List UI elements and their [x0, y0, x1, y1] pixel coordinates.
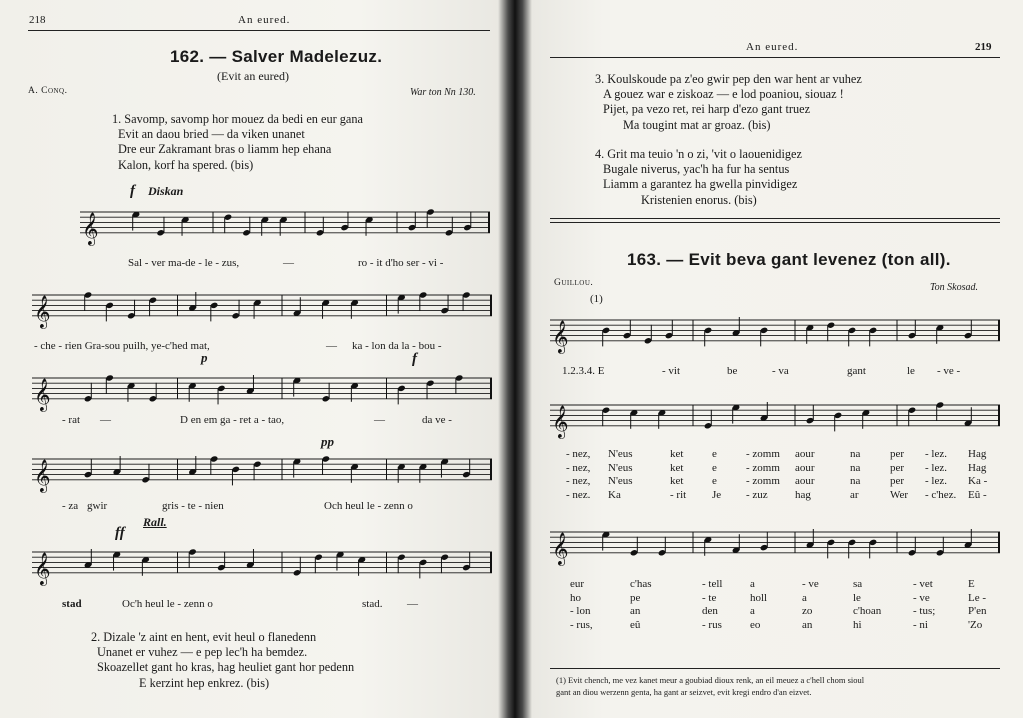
treble-clef-icon: 𝄞 [34, 458, 51, 492]
lyric-syllables: da ve - [422, 414, 452, 426]
lyric-syllable: - vet [913, 578, 933, 590]
song-subtitle-162: (Evit an eured) [217, 69, 289, 83]
lyric-syllable: na [850, 461, 861, 474]
music-staff [32, 283, 492, 328]
music-staff [550, 308, 1000, 353]
lyric-syllable: c'has [630, 578, 652, 590]
lyric-syllable: N'eus [608, 461, 633, 474]
lyric-syllable: N'eus [608, 448, 633, 460]
verse-line: Liamm a garantez ha gwella pinvidigez [603, 177, 798, 192]
lyric-syllable: - lez. [925, 448, 947, 460]
verse-line: A gouez war e ziskoaz — e lod poaniou, siouaz ! [603, 87, 844, 102]
dynamic-mark: p [201, 350, 208, 365]
lyric-syllables: D en em ga - ret a - tao, [180, 414, 285, 426]
verse-line: Kalon, korf ha spered. (bis) [118, 157, 254, 172]
lyric-syllable: - tell [702, 578, 723, 590]
lyric-syllable: per [890, 475, 905, 487]
tempo-marking: Diskan [148, 184, 184, 198]
rallentando-marking: Rall. [143, 515, 167, 529]
verse-line: Evit an daou bried — da viken unanet [118, 127, 305, 142]
composer-163: Guillou. [554, 278, 594, 288]
lyric-syllable: ket [670, 448, 684, 460]
lyric-syllable: ho [570, 591, 581, 604]
lyric-syllable: Le - [968, 591, 987, 604]
lyric-syllable: a [750, 605, 755, 617]
verse-3 [595, 72, 862, 133]
lyric-syllable: an [630, 605, 641, 617]
lyric-syllable: ket [670, 475, 684, 487]
lyric-syllables: - za [62, 500, 79, 512]
lyric-syllable: N'eus [608, 475, 633, 487]
lyric-syllable: Hag [968, 448, 987, 460]
lyric-syllables: - va [772, 365, 789, 377]
lyric-syllable: pe [630, 591, 641, 604]
music-staff [80, 200, 490, 245]
verse-line: Pijet, pa vezo ret, rei harp d'ezo gant truez [603, 102, 811, 117]
footnote-rule [550, 668, 1000, 669]
lyric-syllables: Och heul le - zenn o [324, 500, 413, 512]
header-rule-right [550, 57, 1000, 58]
right-page [512, 0, 1023, 718]
composer-162: A. Conq. [28, 86, 68, 96]
lyric-syllables: — [326, 340, 337, 352]
lyric-syllable: - nez, [566, 448, 591, 460]
lyric-syllable: - rus [702, 618, 722, 631]
lyric-syllables: - che - rien Gra-sou puilh, ye-c'hed mat, [34, 340, 210, 352]
verse-line: 3. Koulskoude pa z'eo gwir pep den war hent ar vuhez [595, 72, 862, 86]
lyric-syllable: eo [750, 618, 761, 631]
lyric-syllable: - te [702, 591, 717, 604]
lyric-syllable: na [850, 475, 861, 487]
lyric-syllable: E [968, 578, 975, 590]
lyric-syllable: - nez, [566, 461, 591, 474]
treble-clef-icon: 𝄞 [34, 294, 51, 328]
dynamic-mark: f [412, 351, 417, 367]
lyric-syllable: per [890, 448, 905, 460]
lyric-syllables: ka - lon da la - bou - [352, 340, 442, 352]
music-staff [550, 520, 1000, 565]
lyrics-block [550, 448, 1000, 504]
lyric-syllable: an [802, 618, 813, 631]
footnote-line: (1) Evit chench, me vez kanet meur a goubiad dioux renk, an eil meuez a c'hell chom sioul [556, 675, 865, 685]
verse-line: Skoazellet gant ho kras, hag heuliet gant hor pedenn [97, 660, 355, 675]
running-head-left: An eured. [238, 14, 291, 26]
lyric-syllable: c'hoan [853, 605, 882, 617]
dynamic-mark: f [130, 183, 135, 199]
music-staff [32, 447, 492, 492]
lyric-syllable: - zomm [746, 461, 780, 474]
song-title-163: 163. — Evit beva gant levenez (ton all). [627, 250, 951, 269]
lyric-syllables: be [727, 365, 738, 377]
lyric-syllable: - ve [802, 578, 819, 590]
treble-clef-icon: 𝄞 [552, 319, 569, 353]
lyric-syllables: stad. [362, 598, 383, 610]
tune-ref-162: War ton Nn 130. [410, 87, 476, 98]
lyric-syllable: - zomm [746, 448, 780, 460]
lyric-syllable: le [853, 591, 861, 604]
page-number-left: 218 [29, 14, 46, 26]
lyric-syllable: - nez, [566, 475, 591, 487]
verse-1 [112, 112, 363, 173]
lyric-syllable: Eû - [968, 488, 987, 501]
book-gutter [498, 0, 532, 718]
lyric-syllable: a [802, 591, 807, 604]
lyrics-block [550, 578, 1000, 634]
dynamic-mark: pp [321, 434, 334, 449]
lyric-syllable: - lez. [925, 461, 947, 474]
lyric-syllable: - rus, [570, 618, 593, 631]
lyric-syllable: P'en [968, 605, 987, 617]
lyric-syllables: stad [62, 598, 82, 610]
verse-line: Kristenien enorus. (bis) [641, 192, 757, 207]
lyric-syllable: Ka - [968, 475, 988, 487]
lyric-syllables: gant [847, 365, 866, 377]
lyric-syllable: - tus; [913, 605, 936, 617]
lyric-syllables: le [907, 365, 915, 377]
lyric-syllable: e [712, 448, 717, 460]
verse-line: Ma tougint mat ar groaz. (bis) [623, 117, 771, 132]
lyric-syllables: — [100, 414, 111, 426]
lyric-syllables: — [407, 598, 418, 610]
verse-line: E kerzint hep enkrez. (bis) [139, 675, 270, 690]
lyric-syllable: a [750, 578, 755, 590]
treble-clef-icon: 𝄞 [34, 377, 51, 411]
footnote-mark: (1) [590, 293, 603, 305]
lyric-syllable: Je [712, 488, 722, 501]
verse-2 [91, 630, 354, 691]
lyric-syllables: Sal - ver ma-de - le - zus, [128, 257, 240, 269]
lyric-syllable: - ve [913, 591, 930, 604]
music-staff [550, 393, 1000, 438]
lyric-syllables: 1.2.3.4. E [562, 365, 605, 377]
lyric-syllable: hag [795, 488, 811, 501]
lyric-syllable: holl [750, 591, 768, 604]
lyric-syllable: - lon [570, 605, 591, 617]
tune-ref-163: Ton Skosad. [930, 282, 978, 293]
lyric-syllables: gwir [87, 500, 108, 512]
lyric-syllable: ket [670, 461, 684, 474]
treble-clef-icon: 𝄞 [34, 551, 51, 585]
lyric-syllable: e [712, 475, 717, 487]
verse-line: 2. Dizale 'z aint en hent, evit heul o flanedenn [91, 630, 317, 644]
lyric-syllables: - rat [62, 414, 81, 426]
lyric-syllable: zo [802, 605, 813, 617]
lyric-syllables: ro - it d'ho ser - vi - [358, 257, 444, 269]
lyric-syllable: Ka [608, 488, 621, 501]
lyric-syllables: gris - te - nien [162, 500, 224, 512]
page-number-right: 219 [975, 41, 992, 53]
lyric-syllable: eû [630, 618, 641, 631]
running-head-right: An eured. [746, 41, 799, 53]
lyric-syllable: ar [850, 488, 859, 501]
lyric-syllable: eur [570, 578, 585, 590]
lyric-syllable: - rit [670, 488, 687, 501]
lyric-syllables: — [374, 414, 385, 426]
lyric-syllable: - nez. [566, 488, 591, 501]
section-rule [550, 222, 1000, 223]
footnote [556, 674, 864, 698]
verse-line: 4. Grit ma teuio 'n o zi, 'vit o laouenidigez [595, 147, 802, 161]
footnote-line: gant an diou werzenn genta, ha gant ar seizvet, evit kregi endro d'an eizvet. [556, 687, 812, 697]
verse-4 [595, 147, 802, 208]
lyric-syllable: Wer [890, 488, 909, 501]
lyric-syllable: - c'hez. [925, 488, 957, 501]
lyric-syllables: — [283, 257, 294, 269]
music-staff [32, 540, 492, 585]
lyric-syllable: - zuz [746, 488, 768, 501]
verse-line: Unanet er vuhez — e pep lec'h ha bemdez. [97, 645, 308, 660]
section-rule [550, 218, 1000, 219]
lyric-syllable: den [702, 605, 718, 617]
lyric-syllable: - ni [913, 618, 928, 631]
lyric-syllable: sa [853, 578, 863, 590]
lyric-syllables: Oc'h heul le - zenn o [122, 598, 213, 610]
lyric-syllable: hi [853, 618, 862, 631]
treble-clef-icon: 𝄞 [552, 531, 569, 565]
lyric-syllable: - zomm [746, 475, 780, 487]
verse-line: Dre eur Zakramant bras o liamm hep ehana [118, 142, 332, 157]
music-staff [32, 366, 492, 411]
lyric-syllable: 'Zo [968, 618, 983, 631]
lyric-syllable: aour [795, 448, 815, 460]
lyric-syllables: - vit [662, 365, 681, 377]
lyric-syllable: aour [795, 475, 815, 487]
lyric-syllable: aour [795, 461, 815, 474]
lyric-syllable: per [890, 461, 905, 474]
dynamic-mark: ff [115, 525, 125, 541]
lyric-syllables: - ve - [937, 365, 961, 377]
treble-clef-icon: 𝄞 [552, 404, 569, 438]
header-rule-left [28, 30, 490, 31]
song-title-162: 162. — Salver Madelezuz. [170, 47, 383, 66]
lyric-syllable: - lez. [925, 475, 947, 487]
lyric-syllable: e [712, 461, 717, 474]
treble-clef-icon: 𝄞 [82, 211, 99, 245]
lyric-syllable: na [850, 448, 861, 460]
verse-line: 1. Savomp, savomp hor mouez da bedi en eur gana [112, 112, 363, 126]
verse-line: Bugale niverus, yac'h ha fur ha sentus [603, 162, 790, 177]
lyric-syllable: Hag [968, 461, 987, 474]
